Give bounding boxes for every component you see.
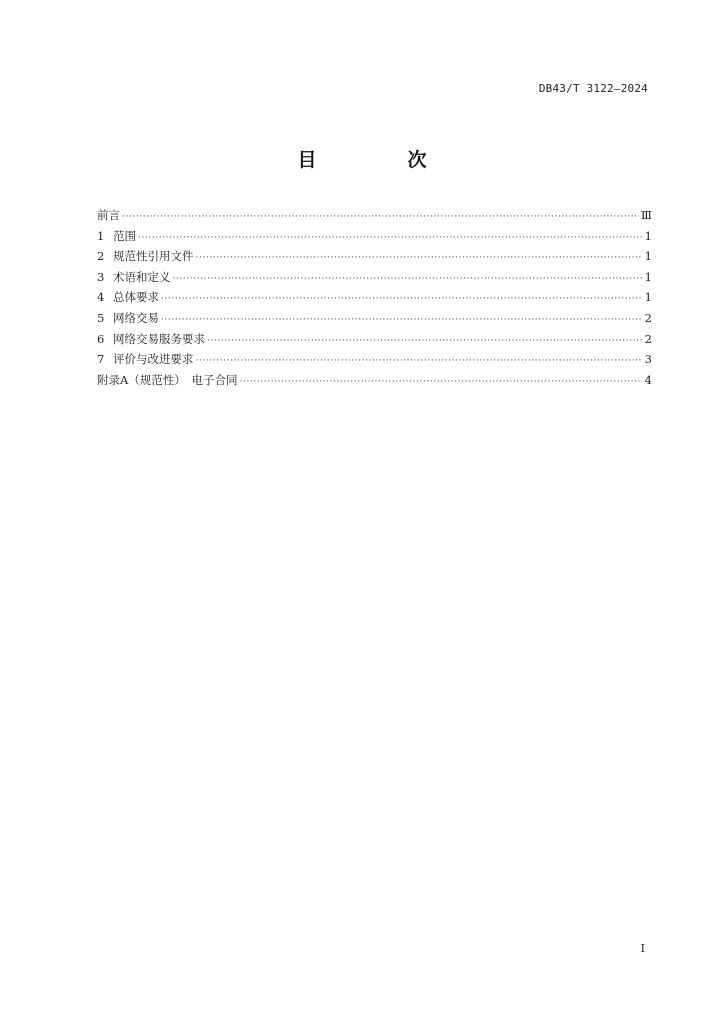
toc-leader-dots <box>122 207 639 228</box>
toc-leader-dots <box>207 331 642 352</box>
toc-entry-page: 2 <box>644 310 652 325</box>
toc-entry-foreword[interactable] <box>97 205 652 226</box>
toc-entry-number: 3 <box>97 269 105 284</box>
toc-entry-page: 4 <box>644 372 652 387</box>
toc-leader-dots <box>240 372 642 393</box>
toc-entry-number: 1 <box>97 228 105 243</box>
table-of-contents <box>97 205 652 390</box>
toc-entry-page: 3 <box>644 352 652 367</box>
toc-entry-page: 1 <box>644 228 652 243</box>
toc-entry-3[interactable] <box>97 267 652 288</box>
toc-entry-label: 前言 <box>97 208 120 222</box>
toc-entry-label: 术语和定义 <box>113 269 171 284</box>
toc-entry-6[interactable] <box>97 329 652 350</box>
toc-entry-label: 评价与改进要求 <box>113 352 194 367</box>
toc-leader-dots <box>138 228 642 249</box>
toc-entry-number: 6 <box>97 331 105 346</box>
toc-entry-page: 1 <box>644 249 652 264</box>
toc-entry-label: 附录A（规范性） 电子合同 <box>97 372 238 387</box>
toc-leader-dots <box>161 310 642 331</box>
toc-entry-label: 规范性引用文件 <box>113 249 194 264</box>
toc-entry-page: 1 <box>644 269 652 284</box>
toc-entry-page: 1 <box>644 290 652 305</box>
toc-entry-2[interactable] <box>97 246 652 267</box>
toc-entry-appendix-a[interactable] <box>97 370 652 391</box>
toc-entry-label: 网络交易服务要求 <box>113 331 205 346</box>
toc-entry-number: 7 <box>97 352 105 367</box>
toc-entry-7[interactable] <box>97 349 652 370</box>
toc-entry-4[interactable] <box>97 287 652 308</box>
toc-leader-dots <box>196 248 643 269</box>
standard-code: DB43/T 3122—2024 <box>538 82 648 95</box>
toc-entry-label: 范围 <box>113 228 136 243</box>
toc-entry-label: 总体要求 <box>113 290 159 305</box>
toc-entry-number: 5 <box>97 310 105 325</box>
page-number: I <box>640 942 645 955</box>
toc-entry-number: 4 <box>97 290 105 305</box>
toc-entry-number: 2 <box>97 249 105 264</box>
toc-entry-label: 网络交易 <box>113 310 159 325</box>
toc-leader-dots <box>173 269 643 290</box>
toc-leader-dots <box>196 351 643 372</box>
toc-entry-5[interactable] <box>97 308 652 329</box>
toc-entry-1[interactable] <box>97 226 652 247</box>
toc-entry-page: Ⅲ <box>640 208 652 222</box>
toc-leader-dots <box>161 289 642 310</box>
toc-entry-page: 2 <box>644 331 652 346</box>
toc-title: 目 次 <box>297 149 463 171</box>
